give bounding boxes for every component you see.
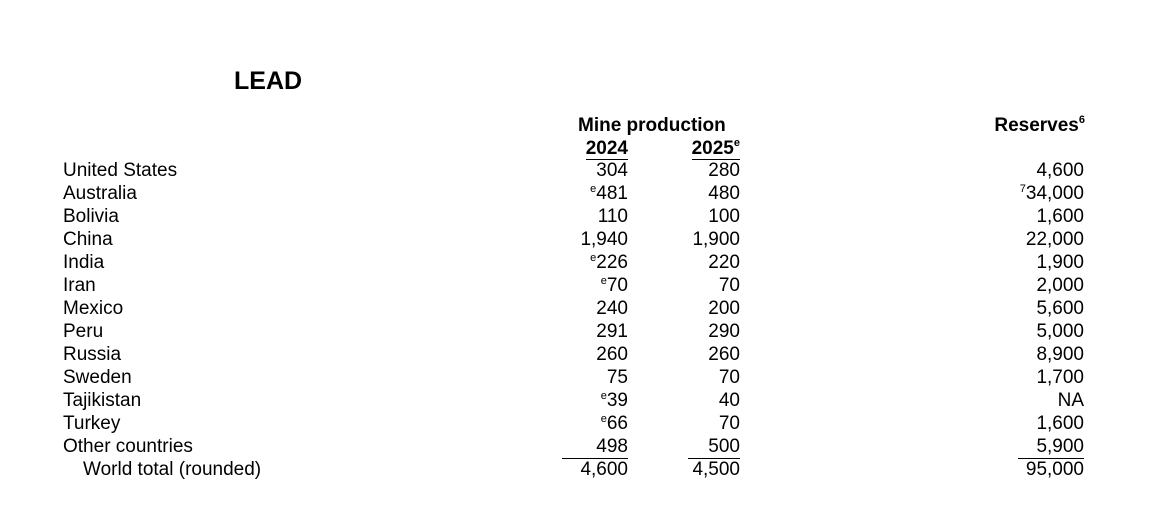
reserves-value (1036, 366, 1084, 389)
reserves-value (1058, 389, 1084, 412)
production-2024-value: 304 (596, 160, 628, 181)
reserves-value (1036, 297, 1084, 320)
reserves-number: 5,000 (1036, 321, 1084, 342)
production-2024 (601, 412, 628, 435)
reserves-number: 5,900 (1036, 436, 1084, 457)
production-2025: 280 (708, 160, 740, 181)
year-2025-header (660, 138, 740, 160)
production-2025: 500 (688, 435, 740, 459)
table-row (0, 251, 1161, 274)
total-label: World total (rounded) (83, 459, 262, 480)
reserves-value (1018, 435, 1084, 459)
table-row (0, 205, 1161, 228)
total-row (0, 458, 1161, 481)
estimate-note: e (590, 251, 597, 264)
country-name: Sweden (63, 367, 132, 388)
reserves-value (1036, 343, 1084, 366)
country-name: Tajikistan (63, 390, 142, 411)
production-2025: 200 (708, 298, 740, 319)
production-2024-value: 1,940 (580, 229, 628, 250)
production-2024-value: 66 (606, 413, 628, 434)
table-row (0, 159, 1161, 182)
production-2025: 40 (718, 390, 740, 411)
production-2024 (562, 435, 628, 459)
production-2024 (596, 159, 628, 182)
reserves-value (1036, 251, 1084, 274)
production-2024-value: 498 (596, 436, 628, 457)
reserves-number: 4,600 (1036, 160, 1084, 181)
reserves-number: 2,000 (1036, 275, 1084, 296)
table-row (0, 435, 1161, 458)
table-row (0, 366, 1161, 389)
table-row (0, 297, 1161, 320)
production-2024-value: 39 (606, 390, 628, 411)
production-2024-value: 70 (606, 275, 628, 296)
production-2024 (601, 389, 628, 412)
country-name: Peru (63, 321, 104, 342)
estimate-note: e (590, 182, 597, 195)
total-2025: 4,500 (692, 459, 740, 480)
year-2024-header (578, 138, 628, 160)
reserves-value (1026, 228, 1084, 251)
reserves-value (1036, 205, 1084, 228)
table-row (0, 412, 1161, 435)
reserves-number: 1,600 (1036, 413, 1084, 434)
production-2025: 260 (708, 344, 740, 365)
mine-production-header: Mine production (578, 115, 726, 136)
production-2024 (590, 182, 628, 205)
reserves-number: 5,600 (1036, 298, 1084, 319)
production-2025: 70 (718, 413, 740, 434)
production-2024 (596, 320, 628, 343)
reserves-value (1036, 274, 1084, 297)
country-name: Mexico (63, 298, 124, 319)
table-row (0, 343, 1161, 366)
estimate-note: e (733, 136, 740, 149)
production-2024-value: 260 (596, 344, 628, 365)
table-row (0, 228, 1161, 251)
production-2025: 480 (708, 183, 740, 204)
country-name: United States (63, 160, 178, 181)
country-name: Russia (63, 344, 122, 365)
production-2025: 70 (718, 367, 740, 388)
reserves-number: 1,900 (1036, 252, 1084, 273)
year-2025-label (692, 138, 740, 160)
production-2024 (607, 366, 628, 389)
year-2025-text: 2025 (691, 138, 734, 159)
country-name: Australia (63, 183, 137, 204)
production-2024 (596, 297, 628, 320)
production-2024 (601, 274, 628, 297)
reserves-number: 34,000 (1025, 183, 1084, 204)
reserves-value (1036, 412, 1084, 435)
table-row (0, 320, 1161, 343)
reserves-value (1036, 320, 1084, 343)
production-2024 (596, 343, 628, 366)
production-2024-value: 226 (596, 252, 628, 273)
total-2024: 4,600 (580, 459, 628, 480)
year-2024-label: 2024 (585, 138, 628, 159)
reserves-number: 22,000 (1025, 229, 1084, 250)
reserves-value (1036, 159, 1084, 182)
production-2024-value: 75 (606, 367, 628, 388)
country-name: Turkey (63, 413, 121, 434)
table-row (0, 389, 1161, 412)
page-title: LEAD (234, 67, 303, 95)
country-name: Iran (63, 275, 96, 296)
country-name: China (63, 229, 113, 250)
estimate-note: e (600, 274, 607, 287)
production-2025: 1,900 (692, 229, 740, 250)
production-2025: 290 (708, 321, 740, 342)
reserves-header (960, 115, 1085, 137)
production-2025: 100 (708, 206, 740, 227)
reserves-number: 1,700 (1036, 367, 1084, 388)
reserves-number: NA (1057, 390, 1084, 411)
reserves-footnote: 6 (1078, 113, 1085, 126)
production-2024 (580, 228, 628, 251)
reserves-note: 7 (1019, 182, 1026, 195)
production-2024 (590, 251, 628, 274)
country-name: Bolivia (63, 206, 119, 227)
country-name: India (63, 252, 105, 273)
total-reserves: 95,000 (1025, 459, 1084, 480)
production-2024-value: 240 (596, 298, 628, 319)
production-2024-value: 110 (597, 206, 628, 227)
production-2025: 70 (718, 275, 740, 296)
table-row (0, 274, 1161, 297)
estimate-note: e (600, 389, 607, 402)
reserves-value (1020, 182, 1084, 205)
reserves-label: Reserves (994, 115, 1079, 136)
country-name: Other countries (63, 436, 193, 457)
reserves-number: 8,900 (1036, 344, 1084, 365)
production-2025: 220 (708, 252, 740, 273)
estimate-note: e (600, 412, 607, 425)
reserves-number: 1,600 (1036, 206, 1084, 227)
table-row (0, 182, 1161, 205)
production-2024 (598, 205, 628, 228)
production-2024-value: 291 (596, 321, 628, 342)
data-table (0, 159, 1161, 481)
production-2024-value: 481 (596, 183, 628, 204)
